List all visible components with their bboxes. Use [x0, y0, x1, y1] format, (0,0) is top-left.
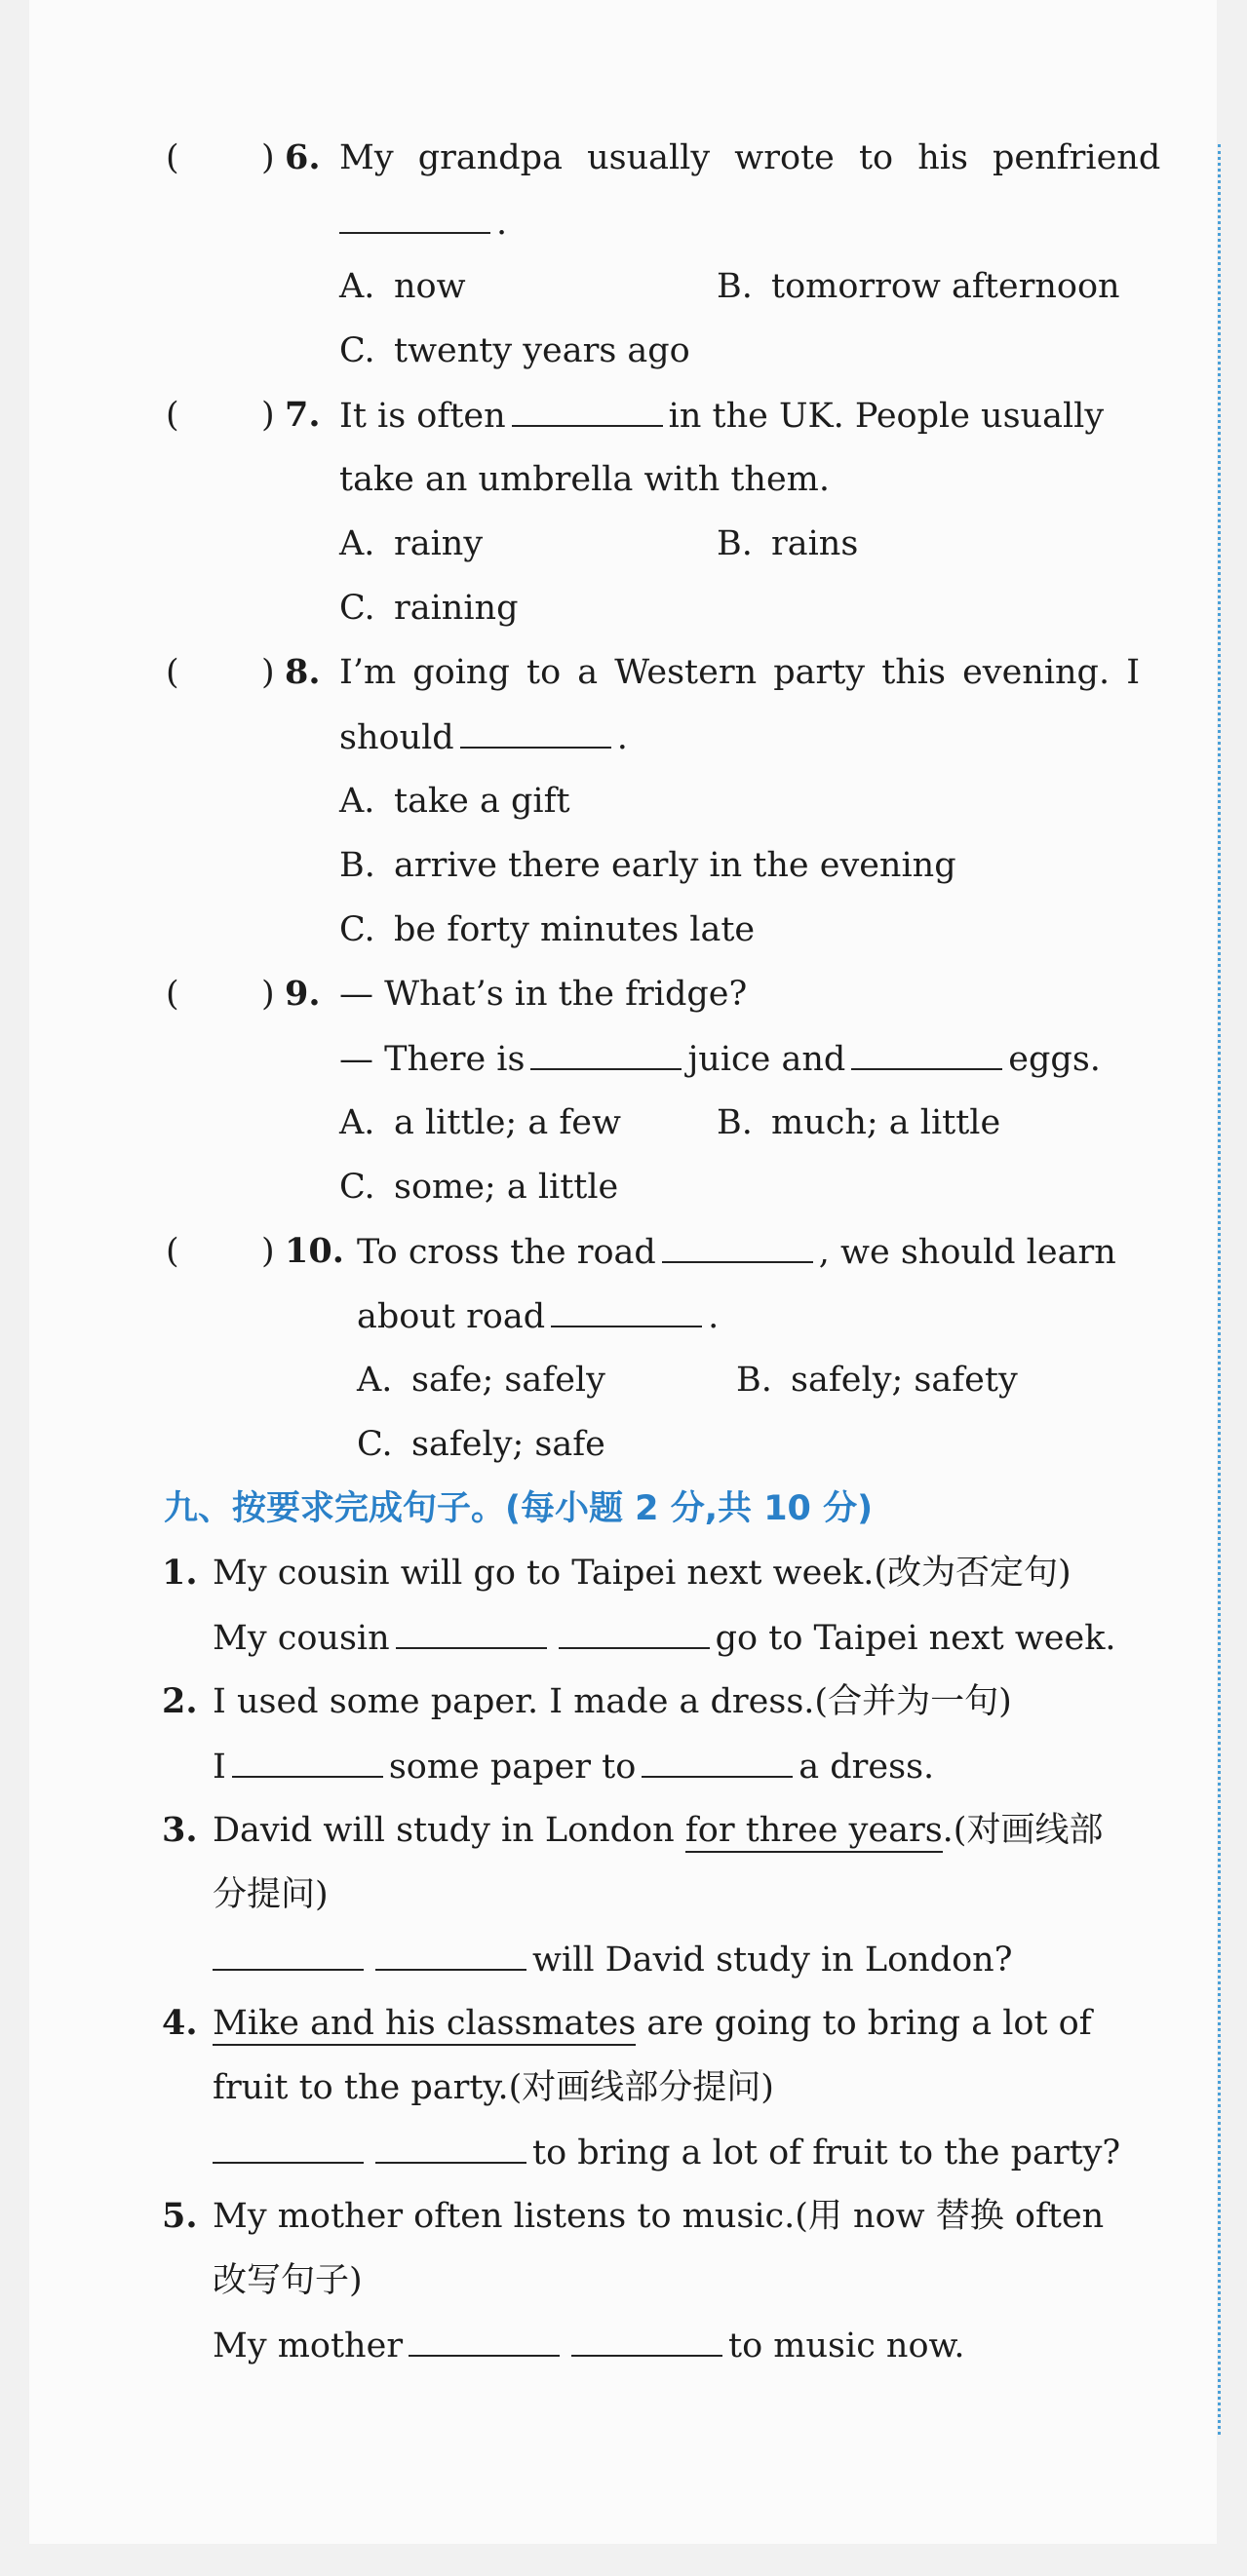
underlined-phrase: for three years [685, 1811, 943, 1853]
option-text: tomorrow afternoon [771, 267, 1120, 306]
period: . [496, 204, 508, 243]
option-letter: A. [339, 524, 375, 563]
sentence-3-answer [213, 1938, 1012, 1981]
answer-paren-close: ) [261, 653, 275, 692]
option-text: some; a little [394, 1168, 619, 1207]
sentence-number: 4. [162, 2003, 198, 2043]
option-c [357, 1423, 605, 1466]
answer-paren-close: ) [261, 975, 275, 1014]
option-letter: A. [357, 1361, 393, 1400]
question-8-line2 [339, 715, 628, 759]
option-b [736, 1359, 1018, 1402]
question-number: 6. [285, 137, 321, 177]
option-text: safe; safely [411, 1361, 605, 1400]
sentence-5 [162, 2195, 1104, 2238]
sentence-2-answer [213, 1745, 934, 1788]
answer-blank[interactable] [213, 1938, 364, 1971]
sentence-5-line2: 改写句子) [213, 2261, 363, 2300]
question-number: 9. [285, 974, 321, 1014]
sentence-number: 3. [162, 1810, 198, 1850]
answer-blank[interactable] [375, 2131, 526, 2164]
answer-blank[interactable] [375, 1938, 526, 1971]
option-c [339, 1166, 618, 1209]
answer-paren-close: ) [261, 138, 275, 177]
question-6-line2 [339, 201, 507, 245]
question-9-line2 [339, 1037, 1101, 1081]
option-letter: B. [736, 1361, 772, 1400]
sentence-text: to bring a lot of fruit to the party? [532, 2134, 1121, 2172]
option-letter: B. [717, 267, 753, 306]
sentence-text: My cousin [213, 1619, 390, 1658]
question-text: It is often [339, 397, 506, 436]
option-text: be forty minutes late [394, 910, 756, 949]
sentence-text: I used some paper. I made a dress.(合并为一句) [213, 1682, 1012, 1721]
sentence-1-answer [213, 1616, 1116, 1660]
sentence-text: a dress. [799, 1748, 935, 1787]
option-letter: A. [339, 267, 375, 306]
period: . [708, 1297, 720, 1336]
option-text: a little; a few [394, 1103, 621, 1142]
sentence-text: I [213, 1748, 226, 1787]
sentence-text: some paper to [388, 1748, 637, 1787]
option-a [357, 1359, 605, 1402]
sentence-text: go to Taipei next week. [715, 1619, 1116, 1658]
option-text: safely; safe [411, 1425, 605, 1464]
option-text: arrive there early in the evening [394, 846, 956, 885]
option-letter: A. [339, 1103, 375, 1142]
answer-paren-close: ) [261, 1232, 275, 1271]
option-b [339, 844, 956, 887]
option-letter: C. [339, 589, 375, 628]
answer-blank[interactable] [662, 1230, 813, 1263]
answer-blank[interactable] [530, 1037, 682, 1070]
question-text: I’m going to a Western party this evening. I [339, 653, 1141, 692]
option-b [717, 265, 1120, 308]
sentence-5-answer [213, 2324, 964, 2367]
sentence-4-line2: fruit to the party.(对画线部分提问) [213, 2068, 774, 2107]
answer-blank[interactable] [851, 1037, 1002, 1070]
answer-paren-close: ) [261, 396, 275, 435]
option-b [717, 1101, 1000, 1144]
period: . [616, 718, 628, 757]
answer-blank[interactable] [551, 1294, 702, 1327]
answer-blank[interactable] [409, 2324, 560, 2357]
answer-blank[interactable] [571, 2324, 722, 2357]
sentence-4-answer [213, 2131, 1120, 2174]
option-letter: C. [357, 1425, 393, 1464]
answer-blank[interactable] [396, 1616, 547, 1649]
question-text-line2: take an umbrella with them. [339, 460, 830, 499]
question-text: To cross the road [357, 1233, 656, 1272]
margin-dotted-rule [1218, 144, 1221, 2435]
question-10-line2 [357, 1294, 719, 1338]
sentence-text: My cousin will go to Taipei next week.(改为否定句) [213, 1554, 1072, 1593]
sentence-text: .(对画线部 [942, 1811, 1104, 1850]
option-text: now [394, 267, 466, 306]
option-letter: C. [339, 331, 375, 370]
question-text: in the UK. People usually [668, 397, 1105, 436]
answer-paren-open: ( [166, 396, 179, 435]
sentence-number: 2. [162, 1681, 198, 1721]
option-letter: B. [717, 1103, 753, 1142]
answer-blank[interactable] [512, 394, 663, 427]
sentence-number: 1. [162, 1553, 198, 1593]
question-text: — What’s in the fridge? [339, 975, 748, 1014]
option-text: twenty years ago [394, 331, 690, 370]
sentence-text: My mother [213, 2326, 404, 2365]
option-a [339, 522, 483, 565]
section-title: 九、按要求完成句子。(每小题 2 分,共 10 分) [164, 1489, 874, 1528]
question-text: should [339, 718, 454, 757]
answer-blank[interactable] [232, 1745, 383, 1778]
sentence-text: to music now. [728, 2326, 965, 2365]
question-text: about road [357, 1297, 546, 1336]
option-a [339, 265, 466, 308]
sentence-4 [162, 2002, 1092, 2045]
question-text: , we should learn [818, 1233, 1116, 1272]
option-text: rains [771, 524, 859, 563]
option-text: rainy [394, 524, 484, 563]
sentence-text: are going to bring a lot of [646, 2004, 1092, 2043]
sentence-3-line2: 分提问) [213, 1875, 329, 1914]
option-a [339, 1101, 621, 1144]
answer-blank[interactable] [559, 1616, 710, 1649]
sentence-number: 5. [162, 2196, 198, 2236]
option-letter: B. [339, 846, 375, 885]
option-text: take a gift [394, 782, 570, 821]
sentence-text: David will study in London [213, 1811, 675, 1850]
question-text: — There is [339, 1040, 526, 1079]
option-text: safely; safety [791, 1361, 1018, 1400]
option-text: raining [394, 589, 519, 628]
sentence-2 [162, 1680, 1012, 1723]
option-letter: C. [339, 910, 375, 949]
option-letter: C. [339, 1168, 375, 1207]
option-c [339, 587, 518, 630]
option-letter: A. [339, 782, 375, 821]
underlined-phrase: Mike and his classmates [213, 2004, 636, 2046]
answer-blank[interactable] [642, 1745, 793, 1778]
question-text: My grandpa usually wrote to his penfriend [339, 138, 1161, 177]
option-letter: B. [717, 524, 753, 563]
sentence-text: will David study in London? [532, 1941, 1013, 1980]
sentence-1 [162, 1552, 1072, 1595]
sentence-text: My mother often listens to music.(用 now 替换 often [213, 2197, 1105, 2236]
answer-blank[interactable] [460, 715, 611, 749]
option-text: much; a little [771, 1103, 1001, 1142]
sentence-3 [162, 1809, 1103, 1852]
question-text: eggs. [1008, 1040, 1101, 1079]
answer-paren-open: ( [166, 975, 179, 1014]
option-a [339, 780, 570, 823]
question-number: 7. [285, 395, 321, 435]
option-b [717, 522, 858, 565]
option-c [339, 329, 690, 372]
answer-blank[interactable] [213, 2131, 364, 2164]
answer-paren-open: ( [166, 653, 179, 692]
answer-paren-open: ( [166, 138, 179, 177]
question-number: 8. [285, 652, 321, 692]
question-text: juice and [687, 1040, 846, 1079]
answer-blank[interactable] [339, 201, 490, 234]
question-number: 10. [285, 1231, 344, 1271]
option-c [339, 908, 755, 951]
answer-paren-open: ( [166, 1232, 179, 1271]
